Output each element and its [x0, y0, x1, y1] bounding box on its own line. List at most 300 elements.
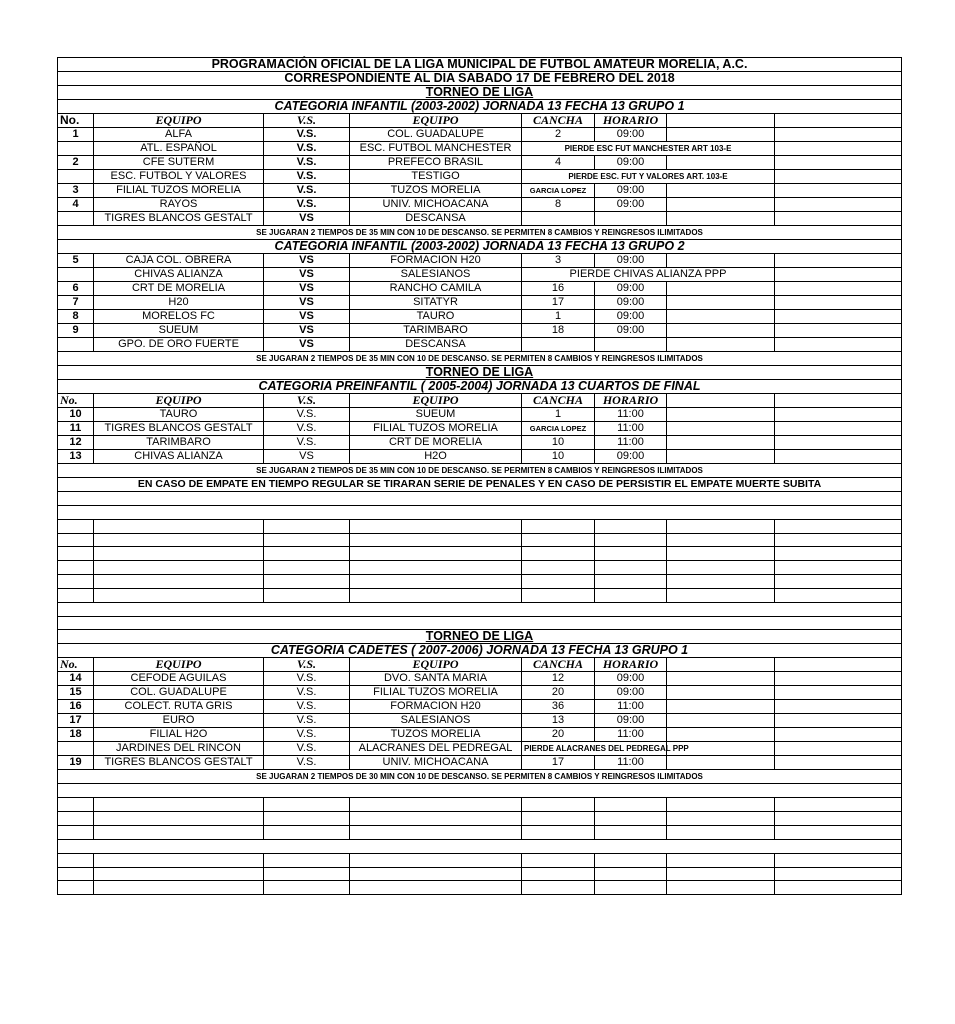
- empty-cell: [595, 561, 667, 575]
- match-time: 11:00: [595, 700, 667, 714]
- match-time: [595, 338, 667, 352]
- home-team: CEFODE AGUILAS: [94, 672, 264, 686]
- home-team: TIGRES BLANCOS GESTALT: [94, 422, 264, 436]
- home-team: TIGRES BLANCOS GESTALT: [94, 756, 264, 770]
- empty-cell: [264, 812, 350, 826]
- empty-cell: [522, 533, 595, 547]
- empty-cell: [667, 672, 775, 686]
- empty-cell: [667, 561, 775, 575]
- match-time: 11:00: [595, 422, 667, 436]
- col-extra-1: [667, 114, 775, 128]
- match-number: 18: [58, 728, 94, 742]
- empty-cell: [775, 170, 902, 184]
- vs-label: V.S.: [264, 742, 350, 756]
- field-number: 36: [522, 700, 595, 714]
- rules-note-row: [58, 352, 902, 366]
- away-team: ALACRANES DEL PEDREGAL: [350, 742, 522, 756]
- empty-cell: [350, 825, 522, 839]
- empty-cell: [775, 714, 902, 728]
- blank-row: [58, 575, 902, 589]
- col-equipo-home: EQUIPO: [94, 394, 264, 408]
- match-row: [58, 728, 902, 742]
- match-row: [58, 408, 902, 422]
- empty-cell: [595, 588, 667, 602]
- match-time: 11:00: [595, 408, 667, 422]
- empty-cell: [775, 533, 902, 547]
- blank-row: [58, 812, 902, 826]
- match-number: 17: [58, 714, 94, 728]
- empty-cell: [667, 588, 775, 602]
- home-team: ESC. FUTBOL Y VALORES: [94, 170, 264, 184]
- empty-cell: [667, 853, 775, 867]
- empty-cell: [667, 728, 775, 742]
- empty-cell: [595, 867, 667, 881]
- category-title: CATEGORIA PREINFANTIL ( 2005-2004) JORNADA 13 CUARTOS DE FINAL: [58, 380, 902, 394]
- empty-cell: [775, 881, 902, 895]
- vs-label: V.S.: [264, 142, 350, 156]
- column-header-row: [58, 114, 902, 128]
- match-row: [58, 184, 902, 198]
- away-team: TUZOS MORELIA: [350, 728, 522, 742]
- match-time: 09:00: [595, 686, 667, 700]
- empty-cell: [58, 505, 902, 519]
- empty-cell: [595, 853, 667, 867]
- empty-cell: [94, 825, 264, 839]
- match-number: 2: [58, 156, 94, 170]
- home-team: RAYOS: [94, 198, 264, 212]
- empty-cell: [775, 436, 902, 450]
- empty-cell: [522, 575, 595, 589]
- field-number: 13: [522, 714, 595, 728]
- vs-label: VS: [264, 324, 350, 338]
- empty-cell: [595, 798, 667, 812]
- empty-cell: [667, 700, 775, 714]
- field-number: [522, 212, 595, 226]
- home-team: EURO: [94, 714, 264, 728]
- empty-cell: [350, 533, 522, 547]
- vs-label: V.S.: [264, 700, 350, 714]
- empty-cell: [58, 588, 94, 602]
- empty-cell: [667, 128, 775, 142]
- empty-cell: [775, 422, 902, 436]
- match-time: 09:00: [595, 296, 667, 310]
- match-number: 7: [58, 296, 94, 310]
- empty-cell: [264, 588, 350, 602]
- match-time: 09:00: [595, 324, 667, 338]
- vs-label: V.S.: [264, 408, 350, 422]
- col-vs: V.S.: [264, 394, 350, 408]
- empty-cell: [94, 881, 264, 895]
- rules-note-row: [58, 226, 902, 240]
- empty-cell: [775, 296, 902, 310]
- empty-cell: [667, 436, 775, 450]
- rules-note-row: [58, 478, 902, 492]
- col-horario: HORARIO: [595, 394, 667, 408]
- match-number: 11: [58, 422, 94, 436]
- empty-cell: [264, 867, 350, 881]
- field-number: 18: [522, 324, 595, 338]
- away-team: SALESIANOS: [350, 714, 522, 728]
- empty-cell: [350, 588, 522, 602]
- away-team: COL. GUADALUPE: [350, 128, 522, 142]
- empty-cell: [667, 575, 775, 589]
- empty-cell: [522, 798, 595, 812]
- blank-row: [58, 533, 902, 547]
- empty-cell: [775, 561, 902, 575]
- away-team: SITATYR: [350, 296, 522, 310]
- col-equipo-away: EQUIPO: [350, 658, 522, 672]
- empty-cell: [58, 881, 94, 895]
- home-team: TARIMBARO: [94, 436, 264, 450]
- blank-row: [58, 519, 902, 533]
- col-no: No.: [58, 114, 94, 128]
- match-row: [58, 700, 902, 714]
- field-number: 8: [522, 198, 595, 212]
- empty-cell: [775, 156, 902, 170]
- field-number: 10: [522, 450, 595, 464]
- empty-cell: [667, 324, 775, 338]
- empty-cell: [775, 310, 902, 324]
- empty-cell: [350, 853, 522, 867]
- match-row: [58, 686, 902, 700]
- field-number: GARCIA LOPEZ: [522, 422, 595, 436]
- away-team: TAURO: [350, 310, 522, 324]
- field-number: 20: [522, 686, 595, 700]
- schedule-body: [58, 58, 902, 895]
- match-row: [58, 422, 902, 436]
- empty-cell: [775, 672, 902, 686]
- vs-label: V.S.: [264, 198, 350, 212]
- empty-cell: [667, 450, 775, 464]
- category-title-row: [58, 100, 902, 114]
- col-no: No.: [58, 658, 94, 672]
- empty-cell: [775, 254, 902, 268]
- blank-row: [58, 784, 902, 798]
- home-team: H20: [94, 296, 264, 310]
- vs-label: V.S.: [264, 756, 350, 770]
- empty-cell: [667, 156, 775, 170]
- match-time: [595, 212, 667, 226]
- empty-cell: [775, 742, 902, 756]
- empty-cell: [94, 812, 264, 826]
- blank-row: [58, 561, 902, 575]
- vs-label: VS: [264, 268, 350, 282]
- empty-cell: [775, 282, 902, 296]
- match-time: 09:00: [595, 254, 667, 268]
- empty-cell: [775, 700, 902, 714]
- vs-label: VS: [264, 212, 350, 226]
- away-team: FORMACION H20: [350, 700, 522, 714]
- empty-cell: [667, 212, 775, 226]
- blank-row: [58, 505, 902, 519]
- torneo-label: TORNEO DE LIGA: [58, 86, 902, 100]
- col-equipo-home: EQUIPO: [94, 658, 264, 672]
- col-horario: HORARIO: [595, 114, 667, 128]
- match-number: 10: [58, 408, 94, 422]
- torneo-row: [58, 366, 902, 380]
- match-number: 6: [58, 282, 94, 296]
- empty-cell: [667, 547, 775, 561]
- home-team: TIGRES BLANCOS GESTALT: [94, 212, 264, 226]
- match-time: 11:00: [595, 436, 667, 450]
- empty-cell: [350, 575, 522, 589]
- empty-cell: [775, 853, 902, 867]
- away-team: FORMACION H20: [350, 254, 522, 268]
- col-extra-1: [667, 658, 775, 672]
- empty-cell: [264, 825, 350, 839]
- empty-cell: [775, 324, 902, 338]
- match-number: 3: [58, 184, 94, 198]
- empty-cell: [775, 338, 902, 352]
- empty-cell: [667, 756, 775, 770]
- col-horario: HORARIO: [595, 658, 667, 672]
- match-note: PIERDE ESC FUT MANCHESTER ART 103-E: [522, 142, 775, 156]
- blank-row: [58, 616, 902, 630]
- vs-label: V.S.: [264, 714, 350, 728]
- home-team: FILIAL TUZOS MORELIA: [94, 184, 264, 198]
- vs-label: VS: [264, 310, 350, 324]
- torneo-row: [58, 630, 902, 644]
- away-team: DVO. SANTA MARIA: [350, 672, 522, 686]
- match-row: [58, 714, 902, 728]
- away-team: TARIMBARO: [350, 324, 522, 338]
- empty-cell: [350, 561, 522, 575]
- home-team: CAJA COL. OBRERA: [94, 254, 264, 268]
- match-number: 14: [58, 672, 94, 686]
- blank-row: [58, 798, 902, 812]
- empty-cell: [775, 825, 902, 839]
- home-team: CHIVAS ALIANZA: [94, 450, 264, 464]
- empty-cell: [522, 588, 595, 602]
- match-time: 09:00: [595, 184, 667, 198]
- away-team: TESTIGO: [350, 170, 522, 184]
- empty-cell: [522, 561, 595, 575]
- field-number: 4: [522, 156, 595, 170]
- empty-cell: [58, 602, 902, 616]
- empty-cell: [667, 338, 775, 352]
- match-row: [58, 268, 902, 282]
- empty-cell: [94, 853, 264, 867]
- match-number: [58, 212, 94, 226]
- empty-cell: [522, 519, 595, 533]
- away-team: ESC. FUTBOL MANCHESTER: [350, 142, 522, 156]
- field-number: 10: [522, 436, 595, 450]
- date-title: CORRESPONDIENTE AL DIA SABADO 17 DE FEBRERO DEL 2018: [58, 72, 902, 86]
- match-row: [58, 310, 902, 324]
- vs-label: VS: [264, 338, 350, 352]
- rules-note-row: [58, 770, 902, 784]
- empty-cell: [350, 519, 522, 533]
- category-title-row: [58, 644, 902, 658]
- empty-cell: [775, 588, 902, 602]
- match-row: [58, 156, 902, 170]
- empty-cell: [775, 198, 902, 212]
- empty-cell: [775, 686, 902, 700]
- empty-cell: [775, 519, 902, 533]
- empty-cell: [775, 728, 902, 742]
- blank-row: [58, 839, 902, 853]
- match-time: 09:00: [595, 310, 667, 324]
- home-team: FILIAL H2O: [94, 728, 264, 742]
- match-number: 15: [58, 686, 94, 700]
- empty-cell: [350, 812, 522, 826]
- field-number: 17: [522, 756, 595, 770]
- away-team: SALESIANOS: [350, 268, 522, 282]
- field-number: 2: [522, 128, 595, 142]
- col-extra-1: [667, 394, 775, 408]
- col-extra-2: [775, 394, 902, 408]
- empty-cell: [775, 212, 902, 226]
- blank-row: [58, 602, 902, 616]
- blank-row: [58, 588, 902, 602]
- match-row: [58, 338, 902, 352]
- away-team: FILIAL TUZOS MORELIA: [350, 422, 522, 436]
- vs-label: V.S.: [264, 170, 350, 184]
- empty-cell: [350, 798, 522, 812]
- match-row: [58, 450, 902, 464]
- empty-cell: [775, 867, 902, 881]
- vs-label: VS: [264, 450, 350, 464]
- empty-cell: [264, 519, 350, 533]
- home-team: ALFA: [94, 128, 264, 142]
- empty-cell: [667, 198, 775, 212]
- empty-cell: [522, 881, 595, 895]
- empty-cell: [264, 853, 350, 867]
- empty-cell: [775, 547, 902, 561]
- match-time: 09:00: [595, 714, 667, 728]
- away-team: UNIV. MICHOACANA: [350, 198, 522, 212]
- col-cancha: CANCHA: [522, 114, 595, 128]
- match-number: [58, 742, 94, 756]
- empty-cell: [94, 533, 264, 547]
- col-extra-2: [775, 114, 902, 128]
- vs-label: V.S.: [264, 728, 350, 742]
- away-team: H2O: [350, 450, 522, 464]
- empty-cell: [350, 547, 522, 561]
- vs-label: VS: [264, 296, 350, 310]
- empty-cell: [58, 519, 94, 533]
- vs-label: V.S.: [264, 672, 350, 686]
- match-time: 09:00: [595, 672, 667, 686]
- empty-cell: [58, 825, 94, 839]
- vs-label: V.S.: [264, 184, 350, 198]
- home-team: MORELOS FC: [94, 310, 264, 324]
- match-row: [58, 212, 902, 226]
- home-team: SUEUM: [94, 324, 264, 338]
- match-row: [58, 742, 902, 756]
- empty-cell: [667, 408, 775, 422]
- empty-cell: [775, 450, 902, 464]
- empty-cell: [264, 533, 350, 547]
- match-number: 16: [58, 700, 94, 714]
- match-time: 11:00: [595, 756, 667, 770]
- blank-row: [58, 881, 902, 895]
- empty-cell: [58, 575, 94, 589]
- empty-cell: [94, 867, 264, 881]
- empty-cell: [94, 561, 264, 575]
- away-team: CRT DE MORELIA: [350, 436, 522, 450]
- match-row: [58, 128, 902, 142]
- empty-cell: [94, 798, 264, 812]
- field-number: 17: [522, 296, 595, 310]
- match-number: [58, 338, 94, 352]
- match-note: PIERDE ESC. FUT Y VALORES ART. 103-E: [522, 170, 775, 184]
- blank-row: [58, 825, 902, 839]
- column-header-row: [58, 658, 902, 672]
- empty-cell: [94, 547, 264, 561]
- empty-cell: [595, 519, 667, 533]
- category-title: CATEGORIA INFANTIL (2003-2002) JORNADA 13 FECHA 13 GRUPO 2: [58, 240, 902, 254]
- col-vs: V.S.: [264, 114, 350, 128]
- empty-cell: [775, 812, 902, 826]
- col-cancha: CANCHA: [522, 394, 595, 408]
- empty-cell: [667, 867, 775, 881]
- vs-label: V.S.: [264, 436, 350, 450]
- match-time: 11:00: [595, 728, 667, 742]
- title-row: [58, 58, 902, 72]
- empty-cell: [94, 519, 264, 533]
- empty-cell: [667, 714, 775, 728]
- empty-cell: [667, 881, 775, 895]
- blank-row: [58, 853, 902, 867]
- empty-cell: [264, 547, 350, 561]
- empty-cell: [775, 128, 902, 142]
- category-title: CATEGORIA CADETES ( 2007-2006) JORNADA 13 FECHA 13 GRUPO 1: [58, 644, 902, 658]
- match-time: 09:00: [595, 198, 667, 212]
- col-vs: V.S.: [264, 658, 350, 672]
- match-row: [58, 672, 902, 686]
- col-equipo-home: EQUIPO: [94, 114, 264, 128]
- away-team: DESCANSA: [350, 212, 522, 226]
- rules-note: SE JUGARAN 2 TIEMPOS DE 35 MIN CON 10 DE DESCANSO. SE PERMITEN 8 CAMBIOS Y REINGRESOS ILIMITADOS: [58, 226, 902, 240]
- empty-cell: [775, 184, 902, 198]
- empty-cell: [58, 561, 94, 575]
- away-team: UNIV. MICHOACANA: [350, 756, 522, 770]
- home-team: GPO. DE ORO FUERTE: [94, 338, 264, 352]
- empty-cell: [94, 575, 264, 589]
- home-team: CFE SUTERM: [94, 156, 264, 170]
- rules-note: SE JUGARAN 2 TIEMPOS DE 35 MIN CON 10 DE DESCANSO. SE PERMITEN 8 CAMBIOS Y REINGRESOS ILIMITADOS: [58, 464, 902, 478]
- empty-cell: [58, 867, 94, 881]
- home-team: JARDINES DEL RINCON: [94, 742, 264, 756]
- column-header-row: [58, 394, 902, 408]
- rules-note: SE JUGARAN 2 TIEMPOS DE 35 MIN CON 10 DE DESCANSO. SE PERMITEN 8 CAMBIOS Y REINGRESOS ILIMITADOS: [58, 352, 902, 366]
- empty-cell: [58, 853, 94, 867]
- vs-label: VS: [264, 254, 350, 268]
- field-number: 3: [522, 254, 595, 268]
- empty-cell: [775, 575, 902, 589]
- match-number: 4: [58, 198, 94, 212]
- match-row: [58, 296, 902, 310]
- empty-cell: [264, 561, 350, 575]
- empty-cell: [58, 812, 94, 826]
- field-number: 1: [522, 408, 595, 422]
- match-time: 09:00: [595, 156, 667, 170]
- empty-cell: [58, 616, 902, 630]
- torneo-label: TORNEO DE LIGA: [58, 366, 902, 380]
- empty-cell: [667, 825, 775, 839]
- rules-note: SE JUGARAN 2 TIEMPOS DE 30 MIN CON 10 DE DESCANSO. SE PERMITEN 8 CAMBIOS Y REINGRESOS ILIMITADOS: [58, 770, 902, 784]
- match-number: 1: [58, 128, 94, 142]
- away-team: SUEUM: [350, 408, 522, 422]
- torneo-label: TORNEO DE LIGA: [58, 630, 902, 644]
- match-row: [58, 142, 902, 156]
- empty-cell: [522, 867, 595, 881]
- field-number: GARCIA LOPEZ: [522, 184, 595, 198]
- match-row: [58, 170, 902, 184]
- empty-cell: [58, 798, 94, 812]
- empty-cell: [667, 533, 775, 547]
